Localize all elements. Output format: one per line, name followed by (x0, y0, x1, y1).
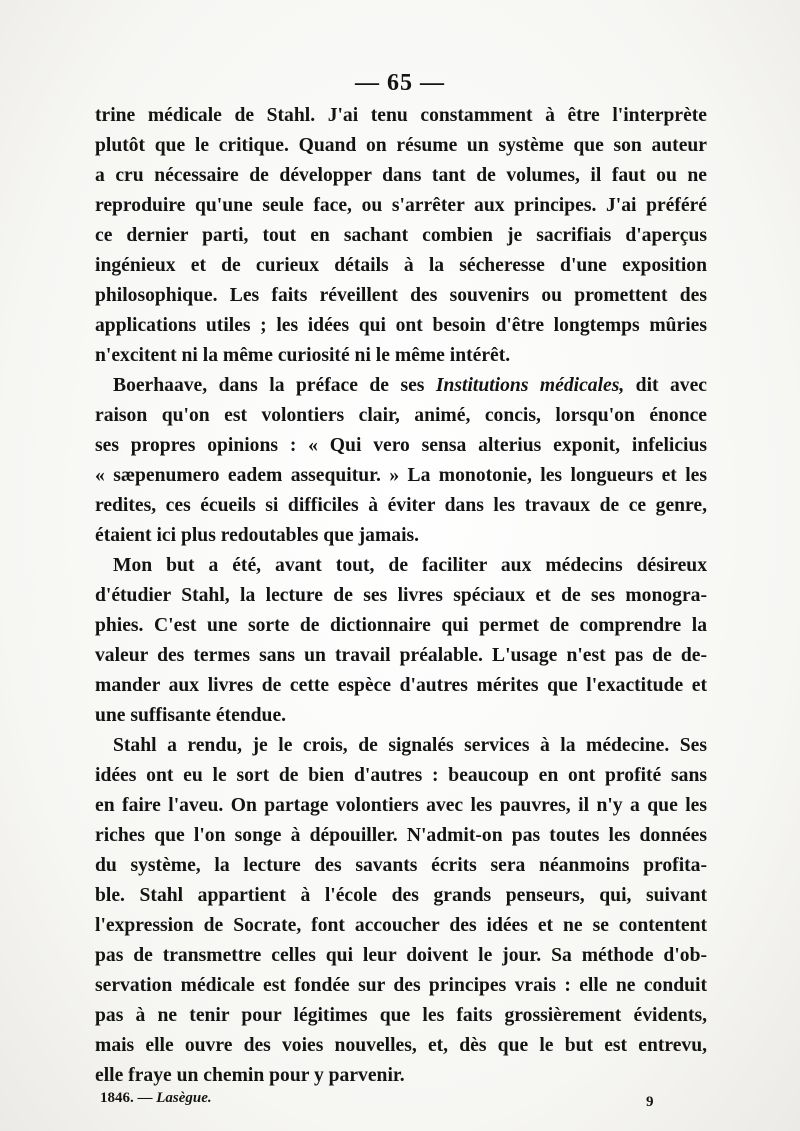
text-line (95, 461, 707, 491)
text-line (95, 371, 707, 401)
text-line (95, 251, 707, 281)
line-text: reproduire qu'une seule face, ou s'arrêter aux principes. J'ai préféré (95, 195, 707, 216)
line-text: du système, la lecture des savants écrits sera néanmoins profita- (95, 855, 707, 876)
text-line (95, 131, 707, 161)
line-text: riches que l'on songe à dépouiller. N'admit-on pas toutes les données (95, 825, 707, 846)
page-number: — 65 — (355, 70, 445, 96)
text-line (95, 191, 707, 221)
text-line (95, 1031, 707, 1061)
line-text: valeur des termes sans un travail préalable. L'usage n'est pas de de- (95, 645, 707, 666)
line-text: étaient ici plus redoutables que jamais. (95, 525, 420, 546)
line-text: a cru nécessaire de développer dans tant de volumes, il faut ou ne (95, 165, 707, 186)
text-line (95, 401, 707, 431)
line-text: servation médicale est fondée sur des principes vrais : elle ne conduit (95, 975, 707, 996)
text-line (95, 671, 707, 701)
text-line (95, 581, 707, 611)
text-line (95, 761, 707, 791)
line-text: mais elle ouvre des voies nouvelles, et, dès que le but est entrevu, (95, 1035, 707, 1056)
line-text: redites, ces écueils si difficiles à éviter dans les travaux de ce genre, (95, 495, 707, 516)
body-text (95, 101, 707, 1091)
text-line (95, 821, 707, 851)
line-text: pas de transmettre celles qui leur doivent le jour. Sa méthode d'ob- (95, 945, 707, 966)
text-line (95, 101, 707, 131)
line-text: « sæpenumero eadem assequitur. » La monotonie, les longueurs et les (95, 465, 707, 486)
text-line (95, 941, 707, 971)
line-text: philosophique. Les faits réveillent des souvenirs ou promettent des (95, 285, 707, 306)
text-line (95, 851, 707, 881)
line-text: n'excitent ni la même curiosité ni le même intérêt. (95, 345, 511, 366)
text-line (95, 731, 707, 761)
text-line (95, 491, 707, 521)
footer-author: Lasègue. (156, 1090, 212, 1106)
text-line (95, 911, 707, 941)
text-line (95, 611, 707, 641)
line-text: Stahl a rendu, je le crois, de signalés services à la médecine. Ses (113, 735, 707, 756)
text-line (95, 281, 707, 311)
line-text: l'expression de Socrate, font accoucher des idées et ne se contentent (95, 915, 707, 936)
book-title: Institutions médicales, (435, 375, 625, 396)
line-text: ses propres opinions : « Qui vero sensa alterius exponit, infelicius (95, 435, 707, 456)
text-line (95, 701, 707, 731)
footer-imprint (100, 1090, 212, 1107)
line-text: phies. C'est une sorte de dictionnaire qui permet de comprendre la (95, 615, 707, 636)
text-line (95, 521, 707, 551)
line-text: mander aux livres de cette espèce d'autres mérites que l'exactitude et (95, 675, 707, 696)
text-line (95, 551, 707, 581)
text-line (95, 971, 707, 1001)
line-text: Mon but a été, avant tout, de faciliter aux médecins désireux (113, 555, 707, 576)
line-text: elle fraye un chemin pour y parvenir. (95, 1065, 405, 1086)
footer-year: 1846. — (100, 1090, 157, 1106)
text-line (95, 161, 707, 191)
line-text: en faire l'aveu. On partage volontiers avec les pauvres, il n'y a que les (95, 795, 707, 816)
text-line (95, 341, 707, 371)
line-text: ingénieux et de curieux détails à la sécheresse d'une exposition (95, 255, 707, 276)
line-text: plutôt que le critique. Quand on résume un système que son auteur (95, 135, 707, 156)
text-line (95, 1061, 707, 1091)
text-line (95, 1001, 707, 1031)
line-text: ce dernier parti, tout en sachant combien je sacrifiais d'aperçus (95, 225, 707, 246)
text-line (95, 311, 707, 341)
line-text: d'étudier Stahl, la lecture de ses livres spéciaux et de ses monogra- (95, 585, 707, 606)
text-line (95, 881, 707, 911)
text-line (95, 641, 707, 671)
text-line (95, 221, 707, 251)
text-line (95, 431, 707, 461)
line-text: pas à ne tenir pour légitimes que les faits grossièrement évidents, (95, 1005, 707, 1026)
line-text: raison qu'on est volontiers clair, animé, concis, lorsqu'on énonce (95, 405, 707, 426)
text-line (95, 791, 707, 821)
line-text: ble. Stahl appartient à l'école des grands penseurs, qui, suivant (95, 885, 707, 906)
signature-mark: 9 (646, 1094, 654, 1110)
line-text: applications utiles ; les idées qui ont besoin d'être longtemps mûries (95, 315, 707, 336)
line-text: une suffisante étendue. (95, 705, 287, 726)
line-text: idées ont eu le sort de bien d'autres : beaucoup en ont profité sans (95, 765, 707, 786)
line-text-continued: dit avec (624, 375, 707, 396)
line-text: trine médicale de Stahl. J'ai tenu constamment à être l'interprète (95, 105, 707, 126)
line-text: Boerhaave, dans la préface de ses (113, 375, 436, 396)
